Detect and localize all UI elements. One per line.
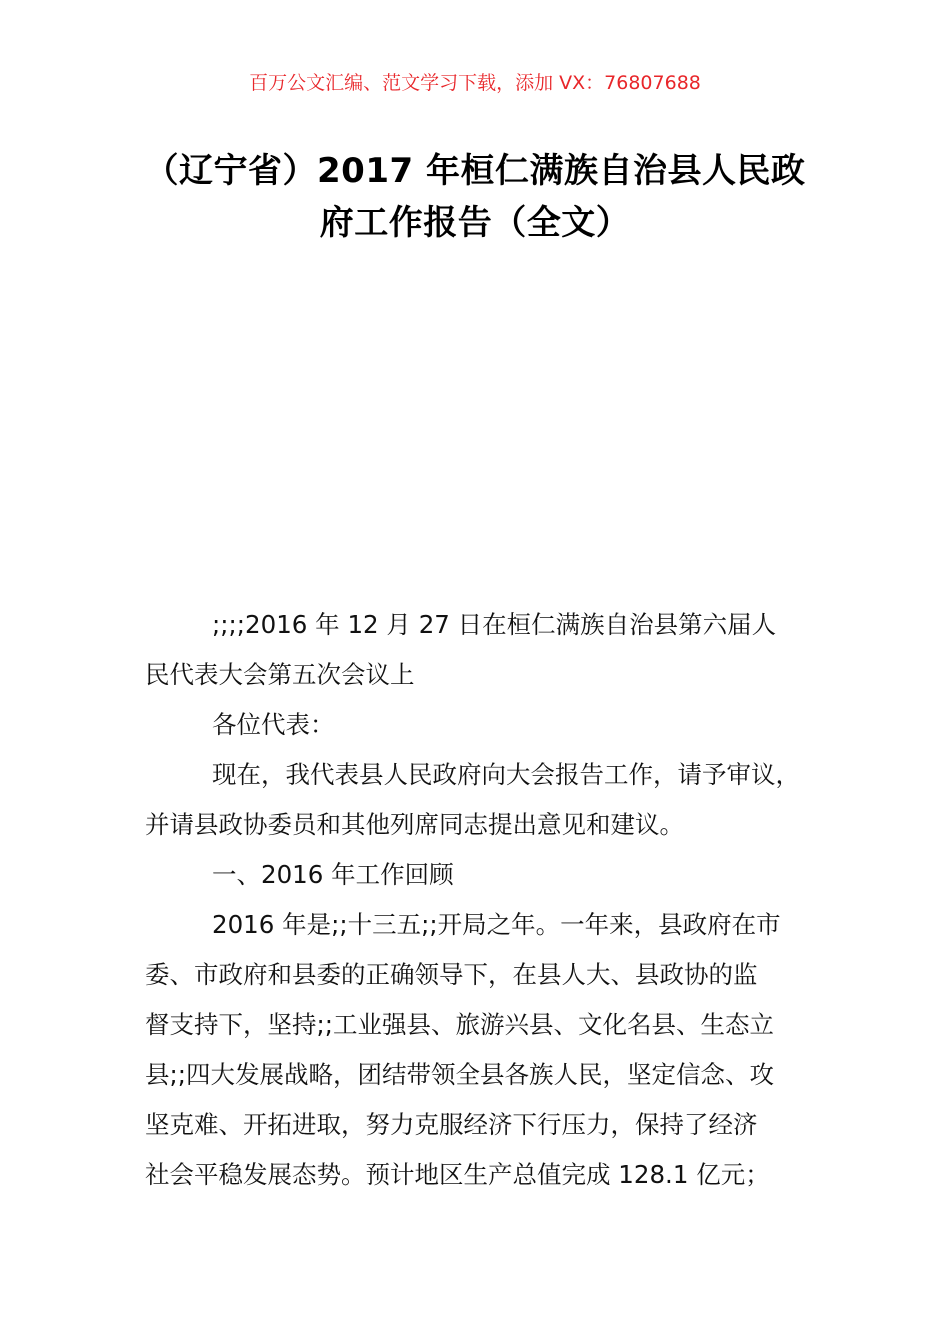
paragraph-line: 社会平稳发展态势。预计地区生产总值完成 128.1 亿元； [145, 1160, 770, 1189]
paragraph-line: 各位代表： [212, 710, 335, 739]
document-body [145, 600, 835, 1200]
paragraph-line: 一、2016 年工作回顾 [212, 860, 454, 889]
paragraph-line: 民代表大会第五次会议上 [145, 660, 415, 689]
paragraph-line: ;;;;2016 年 12 月 27 日在桓仁满族自治县第六届人 [212, 610, 777, 639]
paragraph-line: 委、市政府和县委的正确领导下，在县人大、县政协的监 [145, 960, 758, 989]
paragraph-line: 坚克难、开拓进取，努力克服经济下行压力，保持了经济 [145, 1110, 758, 1139]
title-line: 府工作报告（全文） [319, 203, 631, 243]
paragraph-line: 督支持下，坚持;;工业强县、旅游兴县、文化名县、生态立 [145, 1010, 775, 1039]
paragraph-line: 县;;四大发展战略，团结带领全县各族人民，坚定信念、攻 [145, 1060, 775, 1089]
paragraph-line: 2016 年是;;十三五;;开局之年。一年来，县政府在市 [212, 910, 781, 939]
paragraph-line: 并请县政协委员和其他列席同志提出意见和建议。 [145, 810, 684, 839]
paragraph-line: 现在，我代表县人民政府向大会报告工作，请予审议， [212, 760, 800, 789]
document-title [140, 145, 810, 249]
watermark-header: 百万公文汇编、范文学习下载，添加 VX：76807688 [249, 72, 701, 94]
title-line: （辽宁省）2017 年桓仁满族自治县人民政 [144, 151, 806, 191]
